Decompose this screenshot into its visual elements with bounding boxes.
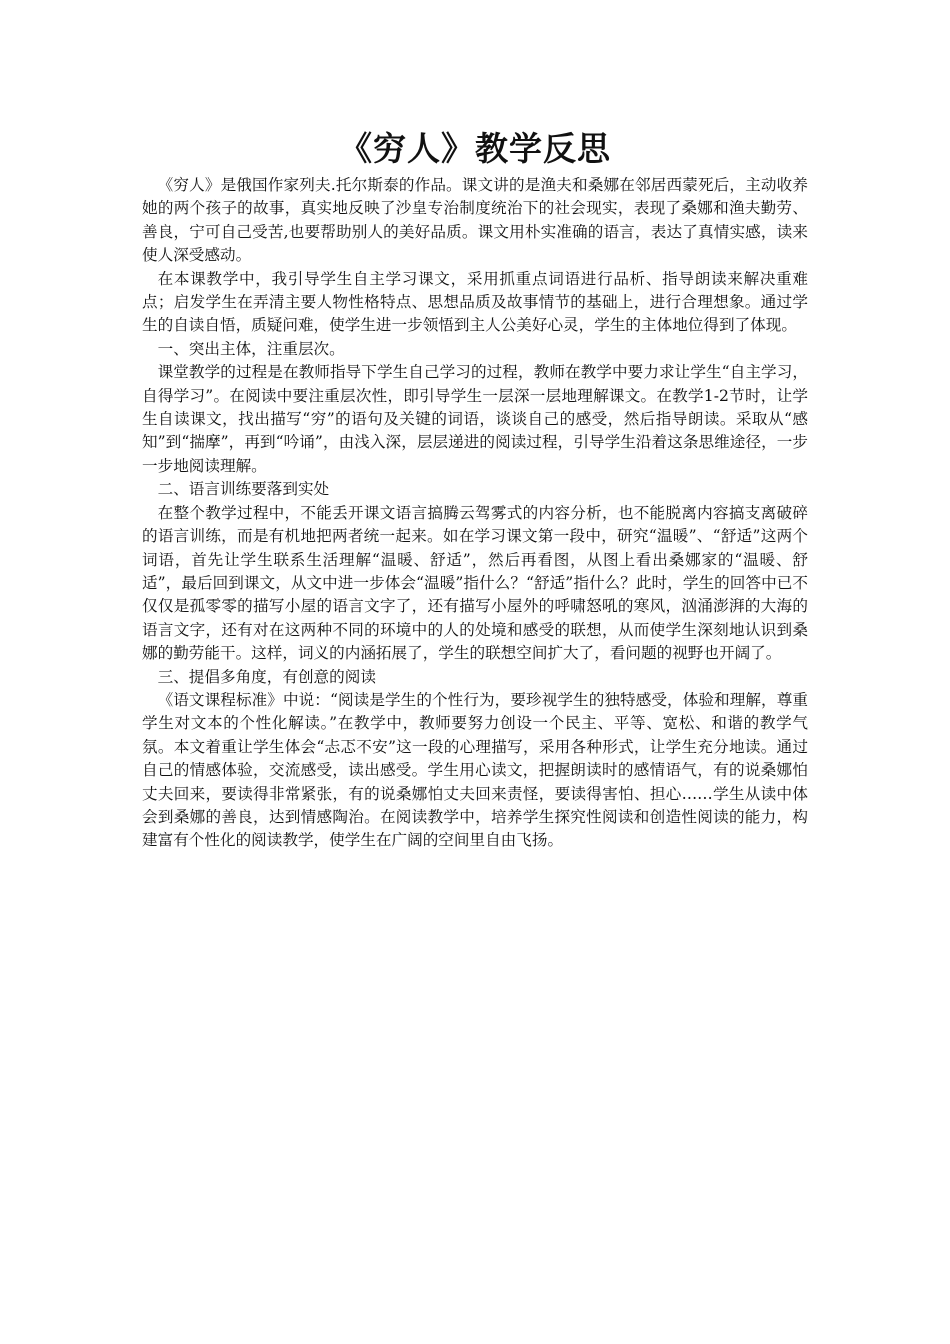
section-1-paragraph: 课堂教学的过程是在教师指导下学生自己学习的过程，教师在教学中要力求让学生“自主学习，自得学习”。在阅读中要注重层次性，即引导学生一层深一层地理解课文。在教学1-2节时，让学生自读课文，找出描写“穷”的语句及关键的词语，谈谈自己的感受，然后指导朗读。采取从“感知”到“揣摩”，再到“吟诵”，由浅入深，层层递进的阅读过程，引导学生沿着这条思维途径，一步一步地阅读理解。 — [142, 363, 808, 475]
approach-paragraph: 在本课教学中，我引导学生自主学习课文，采用抓重点词语进行品析、指导朗读来解决重难点；启发学生在弄清主要人物性格特点、思想品质及故事情节的基础上，进行合理想象。通过学生的自读自悟，质疑问难，使学生进一步领悟到主人公美好心灵，学生的主体地位得到了体现。 — [142, 269, 808, 335]
section-heading-3: 三、提倡多角度，有创意的阅读 — [157, 667, 376, 686]
section-2-paragraph: 在整个教学过程中，不能丢开课文语言搞腾云驾雾式的内容分析，也不能脱离内容搞支离破碎的语言训练，而是有机地把两者统一起来。如在学习课文第一段中，研究“温暖”、“舒适”这两个词语，首先让学生联系生活理解“温暖、舒适”，然后再看图，从图上看出桑娜家的“温暖、舒适”，最后回到课文，从文中进一步体会“温暖”指什么？“舒适”指什么？此时，学生的回答中已不仅仅是孤零零的描写小屋的语言文字了，还有描写小屋外的呼啸怒吼的寒风，汹涌澎湃的大海的语言文字，还有对在这两种不同的环境中的人的处境和感受的联想，从而使学生深刻地认识到桑娜的勤劳能干。这样，词义的内涵拓展了，学生的联想空间扩大了，看问题的视野也开阔了。 — [142, 503, 808, 663]
section-heading-2: 二、语言训练要落到实处 — [157, 480, 330, 499]
intro-paragraph: 《穷人》是俄国作家列夫.托尔斯泰的作品。课文讲的是渔夫和桑娜在邻居西蒙死后，主动收养她的两个孩子的故事，真实地反映了沙皇专治制度统治下的社会现实，表现了桑娜和渔夫勤劳、善良，宁可自己受苦,也要帮助别人的美好品质。课文用朴实准确的语言，表达了真情实感，读来使人深受感动。 — [142, 176, 808, 265]
section-3-paragraph: 《语文课程标准》中说：“阅读是学生的个性行为，要珍视学生的独特感受，体验和理解，尊重学生对文本的个性化解读。”在教学中，教师要努力创设一个民主、平等、宽松、和谐的教学气氛。本文着重让学生体会“忐忑不安”这一段的心理描写，采用各种形式，让学生充分地读。通过自己的情感体验，交流感受，读出感受。学生用心读文，把握朗读时的感情语气，有的说桑娜怕丈夫回来，要读得非常紧张，有的说桑娜怕丈夫回来责怪，要读得害怕、担心……学生从读中体会到桑娜的善良，达到情感陶治。在阅读教学中，培养学生探究性阅读和创造性阅读的能力，构建富有个性化的阅读教学，使学生在广阔的空间里自由飞扬。 — [142, 690, 808, 850]
document-title: 《穷人》教学反思 — [339, 129, 611, 168]
document-page — [142, 126, 808, 853]
section-heading-1: 一、突出主体，注重层次。 — [157, 339, 345, 358]
